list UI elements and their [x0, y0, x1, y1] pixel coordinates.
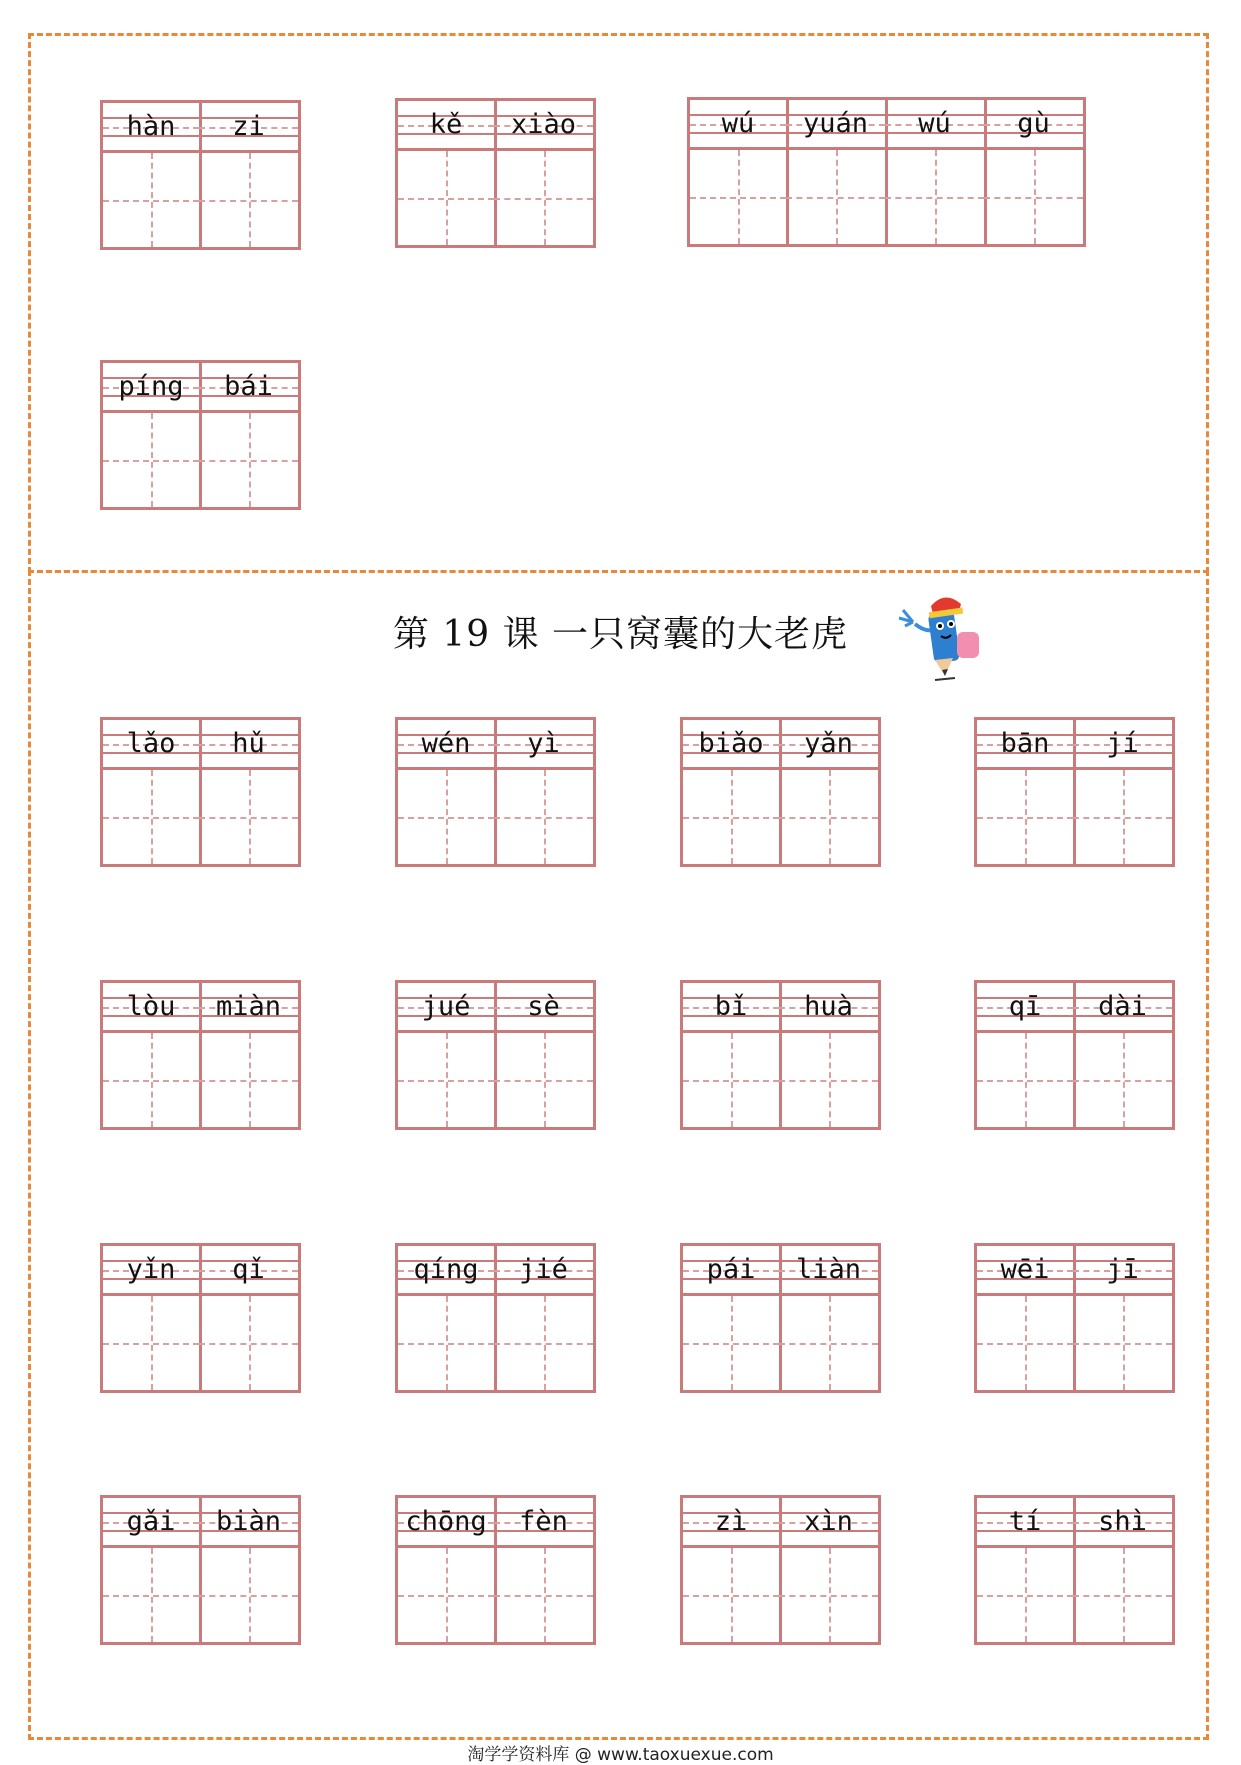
- character-cell[interactable]: [494, 98, 596, 248]
- pinyin-label: zì: [714, 1506, 748, 1537]
- pinyin-row: [199, 980, 301, 1030]
- pinyin-row: [680, 1243, 782, 1293]
- character-cell[interactable]: [395, 1243, 497, 1393]
- pinyin-row: [494, 98, 596, 148]
- writing-grid[interactable]: [199, 150, 301, 250]
- writing-grid[interactable]: [680, 1293, 782, 1393]
- writing-grid[interactable]: [680, 767, 782, 867]
- character-cell[interactable]: [779, 1495, 881, 1645]
- pinyin-row: [494, 980, 596, 1030]
- pinyin-label: wú: [918, 108, 951, 139]
- pinyin-row: [786, 97, 888, 147]
- character-cell[interactable]: [680, 1243, 782, 1393]
- character-cell[interactable]: [779, 717, 881, 867]
- pinyin-row: [1073, 980, 1175, 1030]
- pinyin-row: [494, 1495, 596, 1545]
- writing-grid[interactable]: [199, 410, 301, 510]
- character-cell[interactable]: [100, 1495, 202, 1645]
- pinyin-row: [199, 1243, 301, 1293]
- writing-grid[interactable]: [199, 767, 301, 867]
- footer-watermark: 淘学学资料库 @ www.taoxuexue.com: [467, 1745, 774, 1765]
- character-cell[interactable]: [779, 1243, 881, 1393]
- pinyin-label: wú: [721, 108, 755, 139]
- character-cell[interactable]: [199, 360, 301, 510]
- pinyin-label: miàn: [215, 991, 282, 1022]
- tianzige-word-block: [395, 1243, 599, 1393]
- pinyin-row: [974, 1243, 1076, 1293]
- character-cell[interactable]: [395, 717, 497, 867]
- pinyin-row: [1073, 1495, 1175, 1545]
- character-cell[interactable]: [984, 97, 1086, 247]
- pinyin-label: píng: [118, 371, 184, 402]
- tianzige-word-block: [974, 717, 1178, 867]
- writing-grid[interactable]: [100, 1030, 202, 1130]
- writing-grid[interactable]: [687, 147, 789, 247]
- character-cell[interactable]: [100, 980, 202, 1130]
- character-cell[interactable]: [687, 97, 789, 247]
- writing-grid[interactable]: [494, 1030, 596, 1130]
- pinyin-label: liàn: [795, 1254, 862, 1285]
- writing-grid[interactable]: [199, 1030, 301, 1130]
- pinyin-label: chōng: [405, 1506, 487, 1537]
- character-cell[interactable]: [395, 980, 497, 1130]
- writing-grid[interactable]: [1073, 767, 1175, 867]
- writing-grid[interactable]: [395, 1293, 497, 1393]
- writing-grid[interactable]: [100, 410, 202, 510]
- pinyin-row: [779, 980, 881, 1030]
- character-cell[interactable]: [974, 980, 1076, 1130]
- writing-grid[interactable]: [786, 147, 888, 247]
- writing-grid[interactable]: [974, 767, 1076, 867]
- pinyin-row: [100, 980, 202, 1030]
- writing-grid[interactable]: [680, 1545, 782, 1645]
- tianzige-word-block: [100, 1495, 304, 1645]
- pinyin-row: [680, 717, 782, 767]
- pinyin-label: sè: [527, 991, 560, 1022]
- character-cell[interactable]: [974, 717, 1076, 867]
- pinyin-row: [494, 1243, 596, 1293]
- character-cell[interactable]: [199, 100, 301, 250]
- character-cell[interactable]: [100, 717, 202, 867]
- pinyin-label: jué: [421, 991, 471, 1022]
- character-cell[interactable]: [779, 980, 881, 1130]
- character-cell[interactable]: [199, 1243, 301, 1393]
- pinyin-row: [395, 980, 497, 1030]
- pinyin-label: qíng: [413, 1254, 479, 1285]
- pinyin-label: yì: [527, 728, 560, 759]
- pinyin-row: [984, 97, 1086, 147]
- writing-grid[interactable]: [395, 1030, 497, 1130]
- character-cell[interactable]: [100, 100, 202, 250]
- writing-grid[interactable]: [1073, 1545, 1175, 1645]
- pinyin-label: bái: [224, 371, 273, 402]
- writing-grid[interactable]: [100, 150, 202, 250]
- writing-grid[interactable]: [395, 1545, 497, 1645]
- pinyin-label: yǐn: [126, 1254, 176, 1285]
- character-cell[interactable]: [974, 1495, 1076, 1645]
- writing-grid[interactable]: [199, 1545, 301, 1645]
- tianzige-word-block: [395, 717, 599, 867]
- pinyin-row: [1073, 717, 1175, 767]
- pinyin-row: [395, 98, 497, 148]
- character-cell[interactable]: [680, 1495, 782, 1645]
- pencil-mascot-icon: [895, 592, 995, 684]
- pinyin-row: [395, 1243, 497, 1293]
- pinyin-label: jī: [1106, 1254, 1139, 1285]
- pinyin-label: qǐ: [232, 1254, 265, 1285]
- writing-grid[interactable]: [1073, 1030, 1175, 1130]
- writing-grid[interactable]: [100, 1293, 202, 1393]
- character-cell[interactable]: [885, 97, 987, 247]
- writing-grid[interactable]: [974, 1293, 1076, 1393]
- pinyin-label: biǎo: [698, 728, 764, 759]
- writing-grid[interactable]: [395, 148, 497, 248]
- pinyin-row: [885, 97, 987, 147]
- pinyin-label: lǎo: [126, 728, 176, 759]
- tianzige-word-block: [680, 980, 884, 1130]
- pinyin-row: [494, 717, 596, 767]
- pinyin-label: xìn: [804, 1506, 853, 1537]
- tianzige-word-block: [395, 1495, 599, 1645]
- character-cell[interactable]: [786, 97, 888, 247]
- pinyin-label: xiào: [510, 109, 577, 140]
- pinyin-label: hàn: [126, 111, 176, 142]
- pinyin-label: zi: [232, 111, 265, 142]
- pinyin-row: [974, 1495, 1076, 1545]
- pinyin-row: [687, 97, 789, 147]
- tianzige-word-block: [100, 717, 304, 867]
- tianzige-word-block: [687, 97, 1089, 247]
- pinyin-label: bān: [1000, 728, 1050, 759]
- pinyin-label: qī: [1008, 991, 1042, 1022]
- pinyin-row: [100, 717, 202, 767]
- tianzige-word-block: [100, 980, 304, 1130]
- tianzige-word-block: [974, 1243, 1178, 1393]
- pinyin-label: biàn: [215, 1506, 282, 1537]
- pinyin-label: yǎn: [804, 728, 853, 759]
- writing-grid[interactable]: [779, 1293, 881, 1393]
- pinyin-row: [100, 360, 202, 410]
- pinyin-row: [680, 1495, 782, 1545]
- pinyin-label: jié: [519, 1254, 568, 1285]
- pinyin-row: [779, 1495, 881, 1545]
- writing-grid[interactable]: [779, 1030, 881, 1130]
- pinyin-label: wēi: [1000, 1254, 1050, 1285]
- writing-grid[interactable]: [199, 1293, 301, 1393]
- tianzige-word-block: [100, 1243, 304, 1393]
- writing-grid[interactable]: [494, 1545, 596, 1645]
- character-cell[interactable]: [494, 1495, 596, 1645]
- pinyin-label: gǎi: [126, 1506, 176, 1537]
- pinyin-row: [199, 100, 301, 150]
- pinyin-label: fèn: [519, 1506, 568, 1537]
- pinyin-label: wén: [421, 728, 471, 759]
- pinyin-label: jí: [1106, 728, 1139, 759]
- pinyin-row: [199, 360, 301, 410]
- character-cell[interactable]: [395, 98, 497, 248]
- pinyin-row: [1073, 1243, 1175, 1293]
- writing-grid[interactable]: [494, 767, 596, 867]
- tianzige-word-block: [680, 1495, 884, 1645]
- pinyin-row: [779, 717, 881, 767]
- tianzige-word-block: [680, 1243, 884, 1393]
- writing-grid[interactable]: [779, 767, 881, 867]
- character-cell[interactable]: [100, 1243, 202, 1393]
- pinyin-row: [199, 1495, 301, 1545]
- pinyin-row: [395, 1495, 497, 1545]
- writing-grid[interactable]: [395, 767, 497, 867]
- writing-grid[interactable]: [494, 148, 596, 248]
- tianzige-word-block: [680, 717, 884, 867]
- pinyin-row: [680, 980, 782, 1030]
- character-cell[interactable]: [1073, 1243, 1175, 1393]
- writing-grid[interactable]: [680, 1030, 782, 1130]
- character-cell[interactable]: [974, 1243, 1076, 1393]
- pinyin-row: [100, 100, 202, 150]
- lesson-title: 第 19 课 一只窝囊的大老虎: [392, 614, 849, 655]
- writing-grid[interactable]: [1073, 1293, 1175, 1393]
- character-cell[interactable]: [1073, 1495, 1175, 1645]
- writing-grid[interactable]: [100, 1545, 202, 1645]
- writing-grid[interactable]: [100, 767, 202, 867]
- pinyin-label: kě: [429, 109, 463, 140]
- writing-grid[interactable]: [494, 1293, 596, 1393]
- character-cell[interactable]: [199, 1495, 301, 1645]
- pinyin-row: [100, 1243, 202, 1293]
- pinyin-row: [199, 717, 301, 767]
- pinyin-label: lòu: [126, 991, 176, 1022]
- writing-grid[interactable]: [885, 147, 987, 247]
- pinyin-label: shì: [1098, 1506, 1147, 1537]
- pinyin-row: [100, 1495, 202, 1545]
- character-cell[interactable]: [199, 980, 301, 1130]
- pinyin-row: [395, 717, 497, 767]
- pinyin-label: yuán: [802, 108, 869, 139]
- writing-grid[interactable]: [779, 1545, 881, 1645]
- pinyin-label: bǐ: [714, 991, 748, 1022]
- character-cell[interactable]: [395, 1495, 497, 1645]
- tianzige-word-block: [100, 100, 304, 250]
- pinyin-label: pái: [706, 1254, 756, 1285]
- character-cell[interactable]: [680, 980, 782, 1130]
- pinyin-label: huà: [804, 991, 853, 1022]
- tianzige-word-block: [974, 1495, 1178, 1645]
- tianzige-word-block: [395, 980, 599, 1130]
- pinyin-label: dài: [1098, 991, 1147, 1022]
- pinyin-row: [974, 717, 1076, 767]
- pinyin-label: tí: [1008, 1506, 1042, 1537]
- character-cell[interactable]: [1073, 980, 1175, 1130]
- pinyin-row: [974, 980, 1076, 1030]
- character-cell[interactable]: [1073, 717, 1175, 867]
- writing-grid[interactable]: [974, 1030, 1076, 1130]
- writing-grid[interactable]: [984, 147, 1086, 247]
- pinyin-row: [779, 1243, 881, 1293]
- tianzige-word-block: [100, 360, 304, 510]
- pinyin-label: hǔ: [232, 728, 265, 759]
- tianzige-word-block: [974, 980, 1178, 1130]
- writing-grid[interactable]: [974, 1545, 1076, 1645]
- character-cell[interactable]: [494, 1243, 596, 1393]
- character-cell[interactable]: [494, 717, 596, 867]
- character-cell[interactable]: [680, 717, 782, 867]
- tianzige-word-block: [395, 98, 599, 248]
- character-cell[interactable]: [199, 717, 301, 867]
- pinyin-label: gù: [1017, 108, 1050, 139]
- character-cell[interactable]: [494, 980, 596, 1130]
- character-cell[interactable]: [100, 360, 202, 510]
